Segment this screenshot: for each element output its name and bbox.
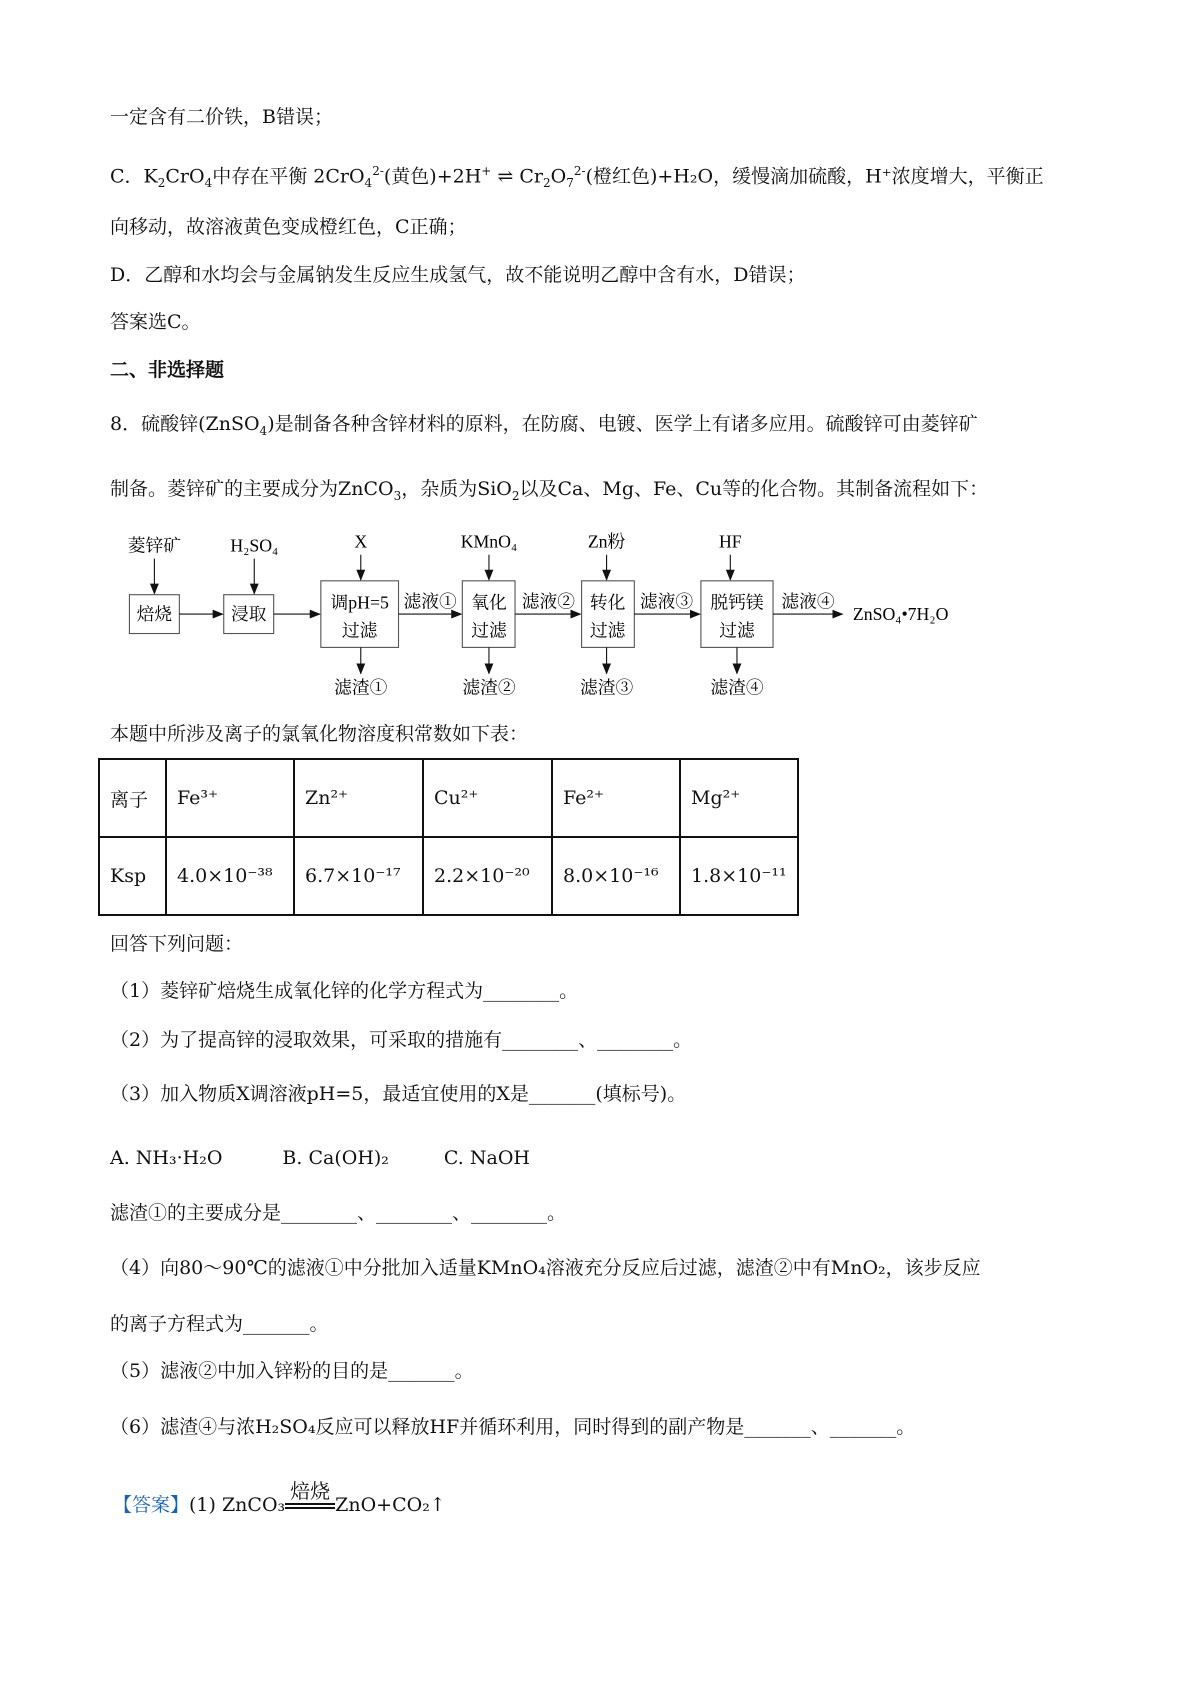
options: A. NH₃·H₂O B. Ca(OH)₂ C. NaOH	[110, 1147, 530, 1169]
process-box: 氧化	[471, 592, 507, 613]
subquestion: （4）向80～90℃的滤液①中分批加入适量KMnO₄溶液充分反应后过滤，滤渣②中有MnO₂，该步反应	[110, 1257, 981, 1279]
input-label: KMnO₄	[460, 531, 518, 552]
filtrate-label: 滤液②	[521, 591, 575, 612]
text-line: 回答下列问题：	[110, 933, 244, 955]
residue-label: 滤渣③	[579, 677, 634, 698]
text-line: C．$K_2CrO_4$中存在平衡 2CrO$_4^{2-}$(黄色)+2H+ ⇌ $Cr_2O_7^{2-}$(橙红色)+H₂O，缓慢滴加硫酸，H⁺浓度增大，平衡正	[110, 164, 1044, 191]
equilibrium-arrow-icon: ⇌	[497, 165, 514, 188]
subquestion: 滤渣①的主要成分是________、________、________。	[110, 1202, 567, 1224]
filtrate-label: 滤液④	[781, 591, 835, 612]
residue-label: 滤渣④	[710, 677, 764, 698]
table-caption: 本题中所涉及离子的氯氧化物溶度积常数如下表：	[110, 723, 529, 745]
text-line: 一定含有二价铁，B错误；	[110, 106, 333, 128]
input-label: X	[354, 531, 368, 552]
input-label: HF	[718, 531, 742, 552]
text-line: D．乙醇和水均会与金属钠发生反应生成氢气，故不能说明乙醇中含有水，D错误；	[110, 264, 806, 286]
subquestion: （2）为了提高锌的浸取效果，可采取的措施有________、________。	[110, 1029, 693, 1051]
section-heading: 二、非选择题	[110, 359, 225, 381]
process-box: 转化	[589, 592, 626, 613]
question-text: 制备。菱锌矿的主要成分为ZnCO$_3$，杂质为SiO$_2$以及Ca、Mg、Fe、Cu等的化合物。其制备流程如下：	[110, 478, 989, 503]
question-text: 8．硫酸锌(ZnSO$_4$)是制备各种含锌材料的原料，在防腐、电镀、医学上有诸多应用。硫酸锌可由菱锌矿	[110, 413, 978, 438]
subquestion: （6）滤渣④与浓H₂SO₄反应可以释放HF并循环利用，同时得到的副产物是_______、_______。	[110, 1416, 916, 1438]
answer-line: 【答案】(1) ZnCO₃ 焙烧 ZnO+CO₂↑	[113, 1479, 446, 1516]
process-box: 浸取	[230, 604, 267, 625]
residue-label: 滤渣②	[462, 677, 516, 698]
svg-text:过滤: 过滤	[589, 620, 626, 641]
table-row: 离子 Fe³⁺ Zn²⁺ Cu²⁺ Fe²⁺ Mg²⁺	[99, 759, 798, 837]
svg-text:过滤: 过滤	[341, 620, 378, 641]
subquestion: （1）菱锌矿焙烧生成氧化锌的化学方程式为________。	[110, 980, 579, 1002]
filtrate-label: 滤液③	[639, 591, 694, 612]
svg-text:过滤: 过滤	[719, 620, 755, 641]
text-line: 答案选C。	[110, 311, 201, 333]
process-box: 焙烧	[136, 604, 173, 625]
subquestion: 的离子方程式为_______。	[110, 1313, 329, 1335]
subquestion: （5）滤液②中加入锌粉的目的是_______。	[110, 1360, 474, 1382]
subquestion: （3）加入物质X调溶液pH=5，最适宜使用的X是_______(填标号)。	[110, 1083, 687, 1105]
input-label: H₂SO₄	[230, 535, 279, 556]
input-label: Zn粉	[587, 531, 626, 552]
residue-label: 滤渣①	[334, 677, 388, 698]
filtrate-label: 滤液①	[403, 591, 457, 612]
input-label: 菱锌矿	[127, 535, 182, 556]
process-box: 调pH=5	[330, 592, 389, 613]
table-row: Ksp 4.0×10⁻³⁸ 6.7×10⁻¹⁷ 2.2×10⁻²⁰ 8.0×10⁻¹⁶ 1.8×10⁻¹¹	[99, 837, 798, 915]
answer-label: 【答案】	[113, 1494, 190, 1516]
text-line: 向移动，故溶液黄色变成橙红色，C正确；	[110, 216, 467, 238]
process-box: 脱钙镁	[710, 592, 764, 613]
ksp-table	[98, 758, 799, 916]
svg-text:过滤: 过滤	[471, 620, 507, 641]
product-label: ZnSO₄•7H₂O	[852, 604, 949, 625]
process-flow-diagram	[110, 528, 970, 703]
